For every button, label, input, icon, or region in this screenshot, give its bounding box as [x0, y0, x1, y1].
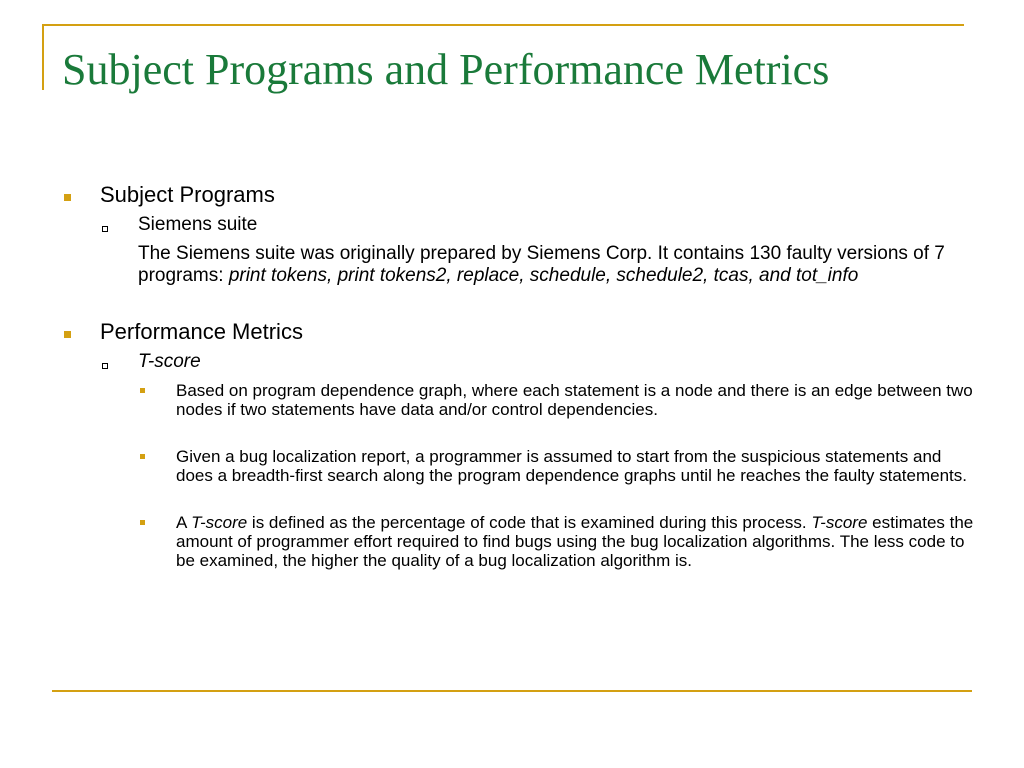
- square-bullet-icon: [64, 331, 71, 338]
- small-square-bullet-icon: [140, 520, 145, 525]
- text-fragment: is defined as the percentage of code that is examined during this process.: [247, 513, 812, 532]
- section-heading: Performance Metrics: [100, 319, 303, 344]
- t-score-heading: T-score: [138, 351, 201, 372]
- slide-title: Subject Programs and Performance Metrics: [62, 45, 830, 94]
- text-fragment: A: [176, 513, 192, 532]
- siemens-paragraph: [138, 243, 968, 287]
- text-fragment: estimates the amount of programmer effort required to find bugs using the bug localization algorithms. The less code to be examined, the higher the quality of a bug localization algorithm is.: [176, 513, 974, 570]
- t-score-term: T-score: [191, 513, 248, 532]
- square-bullet-icon: [64, 194, 71, 201]
- section-heading: Subject Programs: [100, 182, 275, 207]
- paragraph-text: The Siemens suite was originally prepared by Siemens Corp. It contains 130 faulty versions of 7 programs:: [138, 243, 945, 286]
- t-score-term: T-score: [811, 513, 868, 532]
- subsection-heading: [138, 351, 968, 373]
- hollow-square-bullet-icon: [102, 363, 108, 369]
- small-square-bullet-icon: [140, 388, 145, 393]
- hollow-square-bullet-icon: [102, 226, 108, 232]
- small-square-bullet-icon: [140, 454, 145, 459]
- frame-top-rule: [42, 24, 964, 26]
- program-list: print tokens, print tokens2, replace, schedule, schedule2, tcas, and tot_info: [228, 265, 859, 286]
- subsection-heading: Siemens suite: [138, 214, 258, 235]
- list-item: Based on program dependence graph, where each statement is a node and there is an edge between two nodes if two statements have data and/or control dependencies.: [176, 381, 973, 419]
- list-item: [176, 513, 976, 570]
- frame-left-rule: [42, 24, 44, 90]
- list-item: Given a bug localization report, a programmer is assumed to start from the suspicious statements and does a breadth-first search along the program dependence graphs until he reaches the faulty statements.: [176, 447, 967, 485]
- frame-bottom-rule: [52, 690, 972, 692]
